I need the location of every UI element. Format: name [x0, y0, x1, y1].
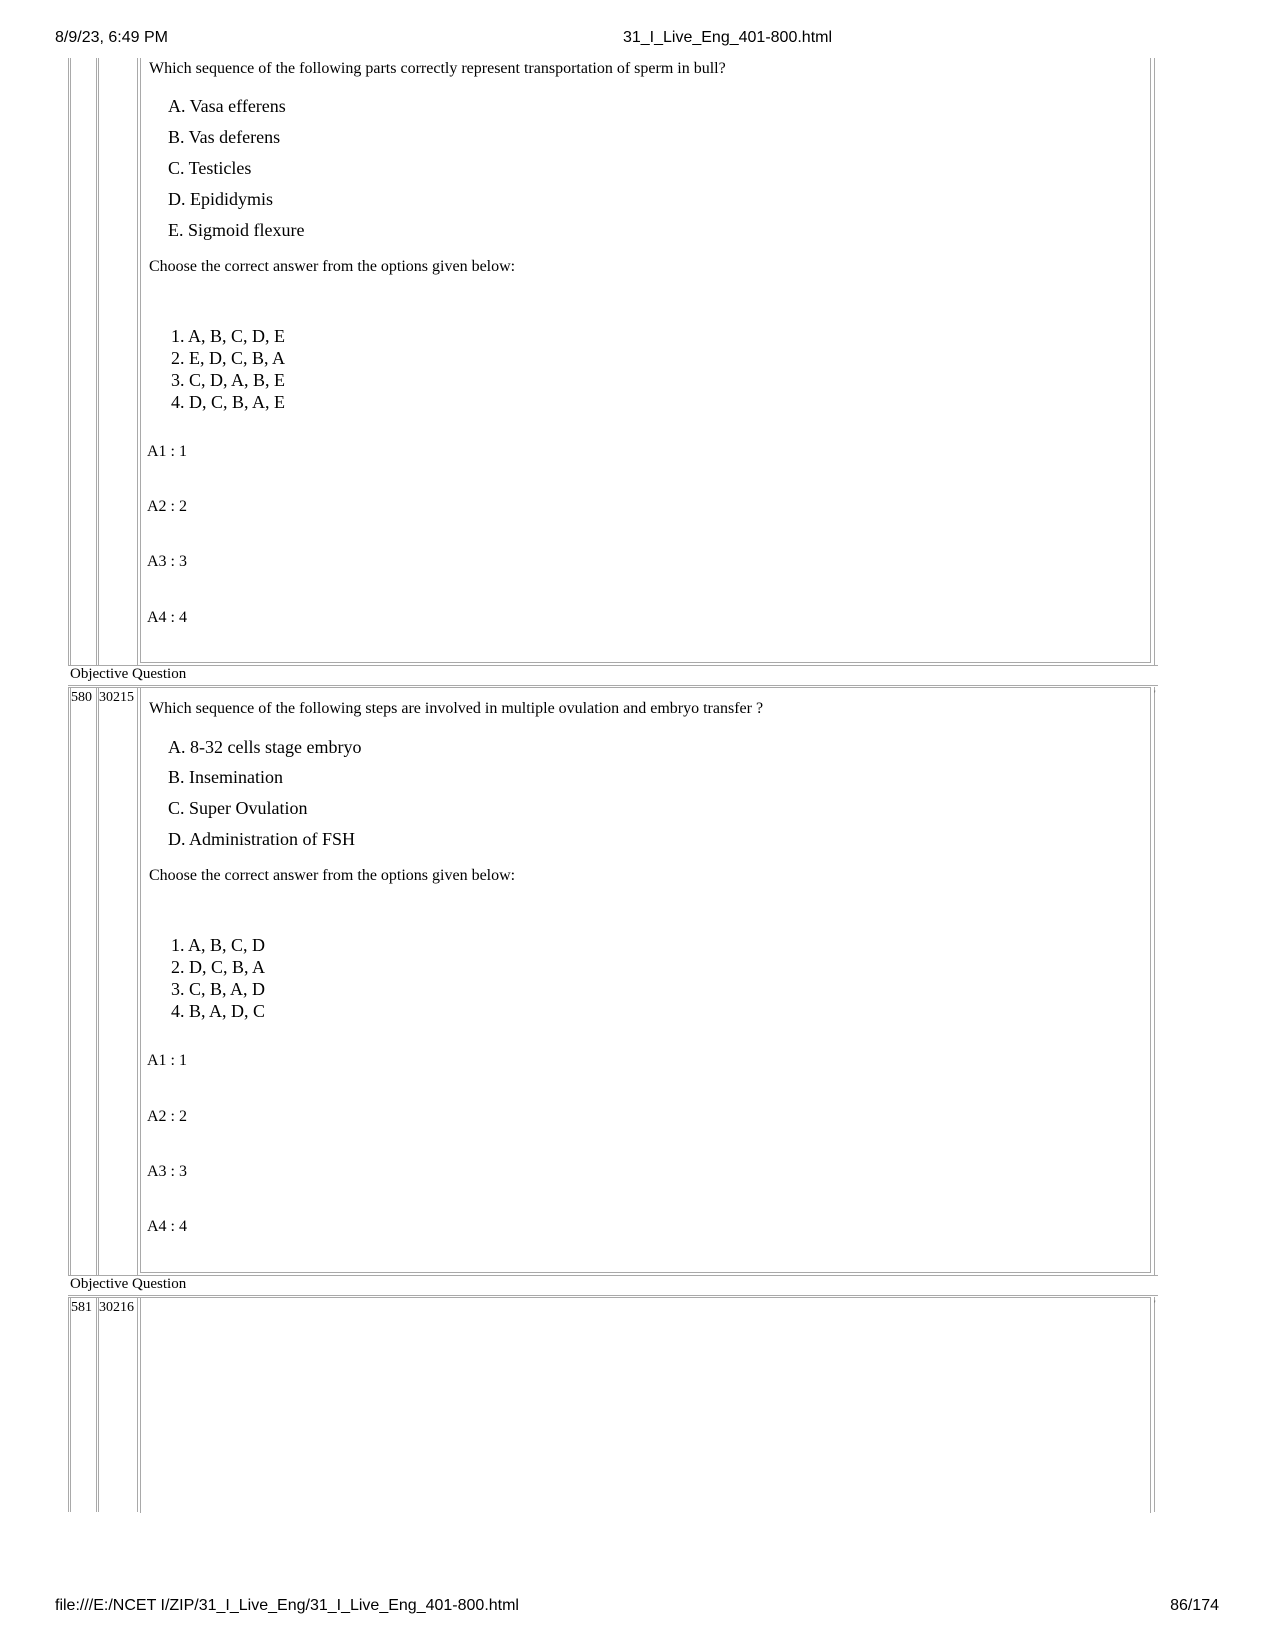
answer-choices — [171, 934, 265, 1022]
row-divider — [68, 685, 1158, 686]
choice-3: 3. C, B, A, D — [171, 979, 266, 999]
choice-2: 2. D, C, B, A — [171, 957, 266, 977]
option-c: C. Super Ovulation — [168, 798, 308, 818]
answer-key-4: A4 : 4 — [147, 609, 187, 626]
row-divider — [68, 1275, 1158, 1276]
answer-key-1: A1 : 1 — [147, 443, 187, 460]
qid-column-border — [137, 1297, 138, 1512]
question-stem: Which sequence of the following steps are involved in multiple ovulation and embryo transfer ? — [149, 700, 764, 717]
table-border-left-inner — [70, 58, 71, 666]
sno-column-border-inner — [98, 1297, 99, 1512]
option-a: A. Vasa efferens — [168, 96, 286, 116]
option-d: D. Epididymis — [168, 189, 274, 209]
choice-4: 4. D, C, B, A, E — [171, 392, 286, 412]
choice-4: 4. B, A, D, C — [171, 1001, 266, 1021]
instruction-text: Choose the correct answer from the options given below: — [149, 867, 516, 884]
answer-key-4: A4 : 4 — [147, 1218, 187, 1235]
question-type-label: Objective Question — [70, 1276, 187, 1292]
table-border-left-inner — [70, 1297, 71, 1512]
option-b: B. Vas deferens — [168, 127, 281, 147]
question-id: 30216 — [99, 1300, 134, 1315]
question-type-label: Objective Question — [70, 666, 187, 682]
choice-2: 2. E, D, C, B, A — [171, 348, 286, 368]
choice-1: 1. A, B, C, D, E — [171, 326, 286, 346]
cell-marker: ' — [1154, 1299, 1156, 1309]
table-border-left-inner — [70, 687, 71, 1275]
question-stem: Which sequence of the following parts correctly represent transportation of sperm in bull? — [149, 60, 726, 77]
option-c: C. Testicles — [168, 158, 252, 178]
row-top-border — [68, 687, 140, 688]
option-d: D. Administration of FSH — [168, 829, 356, 849]
qid-column-border — [137, 687, 138, 1275]
cell-marker: ' — [1154, 689, 1156, 699]
file-path: file:///E:/NCET I/ZIP/31_I_Live_Eng/31_I_Live_Eng_401-800.html — [55, 1597, 519, 1614]
answer-key-2: A2 : 2 — [147, 1108, 187, 1125]
page-number: 86/174 — [1170, 1597, 1219, 1614]
sno-column-border — [96, 58, 97, 666]
row-top-border — [68, 1297, 140, 1298]
question-cell — [140, 687, 1151, 1273]
serial-number: 580 — [71, 690, 92, 705]
question-id: 30215 — [99, 690, 134, 705]
table-border-left — [68, 1297, 69, 1512]
answer-choices — [171, 325, 285, 413]
sno-column-border — [96, 687, 97, 1275]
answer-key-1: A1 : 1 — [147, 1052, 187, 1069]
option-a: A. 8-32 cells stage embryo — [168, 737, 362, 757]
option-b: B. Insemination — [168, 767, 283, 787]
choice-3: 3. C, D, A, B, E — [171, 370, 286, 390]
table-border-right — [1154, 687, 1155, 1275]
sno-column-border — [96, 1297, 97, 1512]
instruction-text: Choose the correct answer from the options given below: — [149, 258, 516, 275]
sno-column-border-inner — [98, 58, 99, 666]
qid-column-border — [137, 58, 138, 666]
question-cell — [140, 1297, 1151, 1513]
answer-key-2: A2 : 2 — [147, 498, 187, 515]
answer-key-3: A3 : 3 — [147, 1163, 187, 1180]
table-border-left — [68, 687, 69, 1275]
print-title: 31_I_Live_Eng_401-800.html — [622, 29, 833, 46]
row-divider — [68, 665, 1158, 666]
sno-column-border-inner — [98, 687, 99, 1275]
print-datetime: 8/9/23, 6:49 PM — [55, 29, 168, 46]
option-e: E. Sigmoid flexure — [168, 220, 305, 240]
question-cell — [140, 58, 1151, 663]
row-divider — [68, 1295, 1158, 1296]
table-border-left — [68, 58, 69, 666]
answer-key-3: A3 : 3 — [147, 553, 187, 570]
serial-number: 581 — [71, 1300, 92, 1315]
table-border-right — [1154, 1297, 1155, 1512]
choice-1: 1. A, B, C, D — [171, 935, 266, 955]
table-border-right — [1154, 58, 1155, 666]
